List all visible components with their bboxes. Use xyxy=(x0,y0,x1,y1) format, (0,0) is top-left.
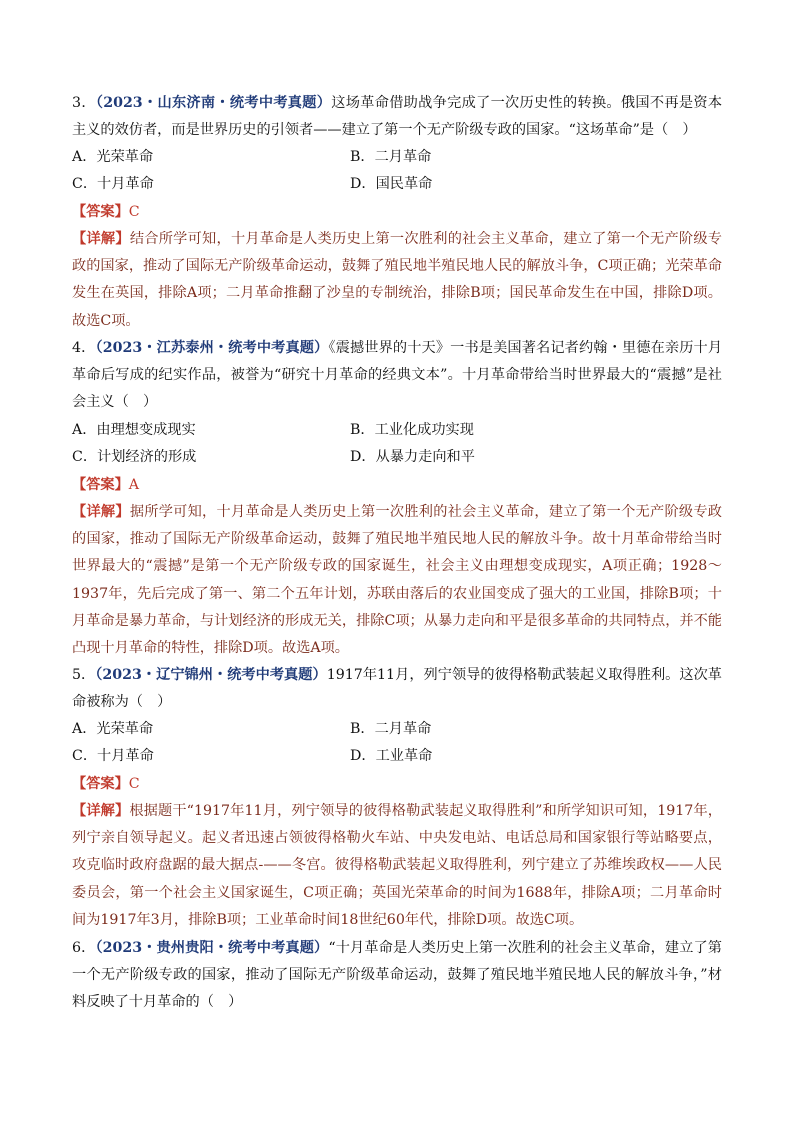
answer-tag: 【答案】 xyxy=(72,477,129,493)
option-c: C．十月革命 xyxy=(72,748,154,764)
question-5-stem xyxy=(72,662,722,716)
question-4-explanation xyxy=(72,499,722,662)
explain-text: 根据题干“1917年11月，列宁领导的彼得格勒武装起义取得胜利”和所学知识可知，1917年，列宁亲自领导起义。起义者迅速占领彼得格勒火车站、中央发电站、电话总局和国家银行等站略要点，攻克临时政府盘踞的最大据点-——冬宫。彼得格勒武装起义取得胜利，列宁建立了苏维埃政权——人民委员会，第一个社会主义国家诞生，C项正确；英国光荣革命的时间为1688年，排除A项；二月革命时间为1917年3月，排除B项；工业革命时间18世纪60年代，排除D项。故选C项。 xyxy=(72,803,722,928)
question-text: 1917年11月，列宁领导的彼得格勒武装起义取得胜利。这次革命被称为（ ） xyxy=(72,667,722,710)
answer-value: C xyxy=(128,204,140,220)
answer-value: C xyxy=(128,776,140,792)
question-4-stem xyxy=(72,335,722,416)
option-b: B．二月革命 xyxy=(350,149,432,165)
question-5-options xyxy=(72,716,722,770)
question-3-answer xyxy=(72,199,140,226)
option-d: D．国民革命 xyxy=(350,176,433,192)
option-d: D．从暴力走向和平 xyxy=(350,449,475,465)
option-c: C．十月革命 xyxy=(72,176,154,192)
question-3-stem xyxy=(72,90,722,144)
question-3-options xyxy=(72,144,722,198)
option-d: D．工业革命 xyxy=(350,748,433,764)
question-source: （2023・江苏泰州・统考中考真题） xyxy=(95,340,329,356)
question-number: 5． xyxy=(72,667,96,683)
question-source: （2023・山东济南・统考中考真题） xyxy=(95,95,332,111)
explain-tag: 【详解】 xyxy=(72,231,130,247)
question-5-explanation xyxy=(72,798,722,934)
explain-text: 据所学可知，十月革命是人类历史上第一次胜利的社会主义革命，建立了第一个无产阶级专政的国家，推动了国际无产阶级革命运动，鼓舞了殖民地半殖民地人民的解放斗争。故十月革命带给当时世界最大的“震撼”是第一个无产阶级专政的国家诞生，社会主义由理想变成现实，A项正确；1928～1937年，先后完成了第一、第二个五年计划，苏联由落后的农业国变成了强大的工业国，排除B项；十月革命是暴力革命，与计划经济的形成无关，排除C项；从暴力走向和平是很多革命的共同特点，并不能凸现十月革命的特性，排除D项。故选A项。 xyxy=(72,504,722,657)
question-4-options xyxy=(72,417,722,471)
question-4-answer xyxy=(72,472,139,499)
question-text: “十月革命是人类历史上第一次胜利的社会主义革命，建立了第一个无产阶级专政的国家，推动了国际无产阶级革命运动，鼓舞了殖民地半殖民地人民的解放斗争，”材料反映了十月革命的（ ） xyxy=(72,940,722,1010)
question-3-explanation xyxy=(72,226,722,335)
question-source: （2023・贵州贵阳・统考中考真题） xyxy=(95,940,329,956)
option-b: B．工业化成功实现 xyxy=(350,422,474,438)
question-number: 4． xyxy=(72,340,96,356)
question-number: 6． xyxy=(72,940,96,956)
question-6-stem xyxy=(72,935,722,1016)
question-5-answer xyxy=(72,771,140,798)
option-c: C．计划经济的形成 xyxy=(72,449,197,465)
option-a: A．由理想变成现实 xyxy=(72,422,196,438)
question-text: 这场革命借助战争完成了一次历史性的转换。俄国不再是资本主义的效仿者，而是世界历史的引领者——建立了第一个无产阶级专政的国家。“这场革命”是（ ） xyxy=(72,95,723,138)
explain-tag: 【详解】 xyxy=(72,803,130,819)
question-number: 3． xyxy=(72,95,96,111)
option-a: A．光荣革命 xyxy=(72,721,154,737)
answer-value: A xyxy=(128,477,140,493)
option-b: B．二月革命 xyxy=(350,721,432,737)
option-a: A．光荣革命 xyxy=(72,149,154,165)
answer-tag: 【答案】 xyxy=(72,204,129,220)
explain-tag: 【详解】 xyxy=(72,504,130,520)
answer-tag: 【答案】 xyxy=(72,776,129,792)
question-source: （2023・辽宁锦州・统考中考真题） xyxy=(95,667,327,683)
explain-text: 结合所学可知，十月革命是人类历史上第一次胜利的社会主义革命，建立了第一个无产阶级专政的国家，推动了国际无产阶级革命运动，鼓舞了殖民地半殖民地人民的解放斗争，C项正确；光荣革命发生在英国，排除A项；二月革命推翻了沙皇的专制统治，排除B项；国民革命发生在中国，排除D项。故选C项。 xyxy=(72,231,722,329)
question-text: 《震撼世界的十天》一书是美国著名记者约翰・里德在亲历十月革命后写成的纪实作品，被誉为“研究十月革命的经典文本”。十月革命带给当时世界最大的“震撼”是社会主义（ ） xyxy=(72,340,723,410)
